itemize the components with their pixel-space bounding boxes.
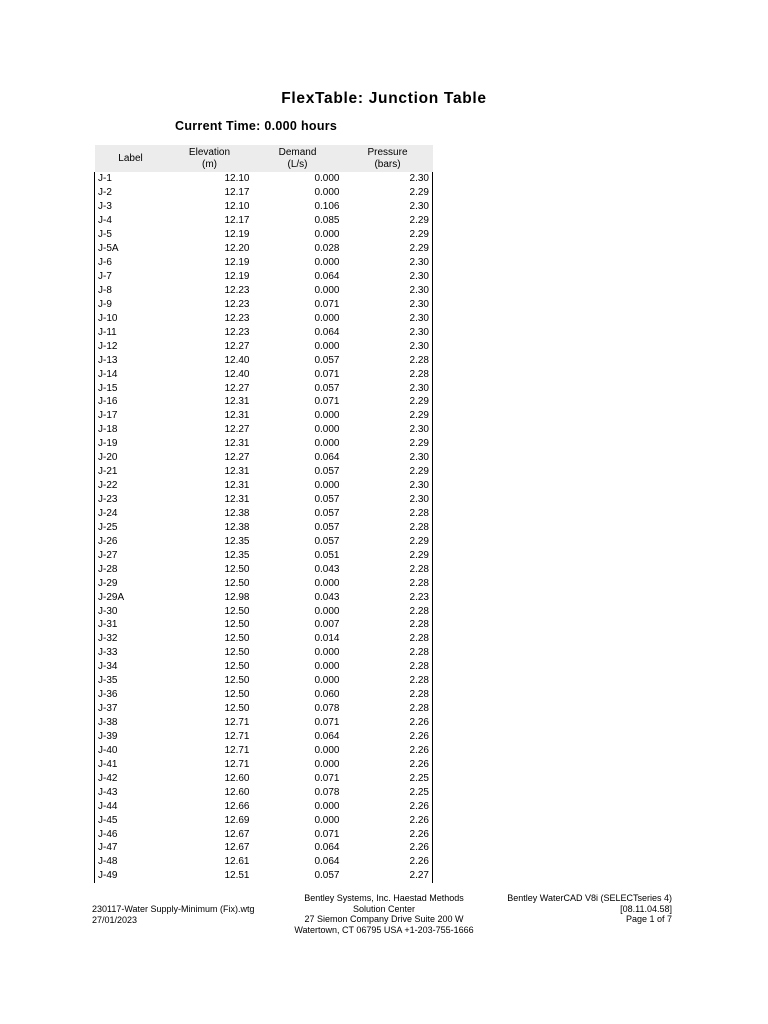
cell-pressure: 2.29 xyxy=(409,396,429,408)
table-row xyxy=(95,409,433,423)
cell-label: J-42 xyxy=(98,772,118,784)
cell-elevation: 12.31 xyxy=(224,438,250,450)
footer-division: Solution Center xyxy=(352,903,416,914)
cell-elevation: 12.40 xyxy=(224,354,250,366)
table-row xyxy=(95,716,433,730)
cell-demand: 0.057 xyxy=(314,466,340,478)
table-row xyxy=(95,799,433,813)
footer-software-info xyxy=(507,893,672,925)
cell-elevation: 12.50 xyxy=(224,619,250,631)
cell-pressure: 2.28 xyxy=(409,689,429,701)
cell-demand: 0.106 xyxy=(314,201,340,213)
cell-demand: 0.000 xyxy=(314,410,340,422)
cell-label: J-11 xyxy=(98,326,117,338)
cell-label: J-32 xyxy=(98,633,118,645)
cell-pressure: 2.28 xyxy=(409,521,429,533)
cell-label: J-3 xyxy=(98,201,112,213)
cell-pressure: 2.30 xyxy=(409,382,429,394)
table-row xyxy=(95,507,433,521)
table-row xyxy=(95,674,433,688)
table-row xyxy=(95,562,433,576)
table-row xyxy=(95,256,433,270)
cell-elevation: 12.38 xyxy=(224,507,250,519)
cell-elevation: 12.50 xyxy=(224,689,250,701)
table-row xyxy=(95,465,433,479)
cell-label: J-28 xyxy=(98,563,118,575)
cell-elevation: 12.17 xyxy=(224,215,250,227)
table-row xyxy=(95,576,433,590)
cell-pressure: 2.28 xyxy=(409,703,429,715)
cell-label: J-19 xyxy=(98,438,118,450)
cell-elevation: 12.71 xyxy=(224,758,250,770)
table-row xyxy=(95,311,433,325)
cell-elevation: 12.50 xyxy=(224,661,250,673)
cell-pressure: 2.23 xyxy=(409,591,429,603)
cell-label: J-31 xyxy=(98,619,118,631)
cell-elevation: 12.50 xyxy=(224,675,250,687)
cell-label: J-1 xyxy=(98,173,112,185)
table-row xyxy=(95,423,433,437)
cell-label: J-25 xyxy=(98,521,118,533)
cell-demand: 0.071 xyxy=(314,772,340,784)
cell-label: J-29A xyxy=(98,591,125,603)
cell-pressure: 2.28 xyxy=(409,633,429,645)
cell-demand: 0.060 xyxy=(314,689,340,701)
cell-demand: 0.057 xyxy=(314,507,340,519)
table-row xyxy=(95,757,433,771)
cell-elevation: 12.35 xyxy=(224,535,250,547)
table-row xyxy=(95,451,433,465)
table-row xyxy=(95,297,433,311)
table-row xyxy=(95,325,433,339)
cell-demand: 0.000 xyxy=(314,173,340,185)
footer-city-phone: Watertown, CT 06795 USA +1-203-755-1666 xyxy=(294,924,474,935)
cell-pressure: 2.28 xyxy=(409,368,429,380)
cell-demand: 0.057 xyxy=(314,870,340,882)
table-row xyxy=(95,618,433,632)
cell-pressure: 2.26 xyxy=(409,730,429,742)
cell-elevation: 12.19 xyxy=(224,229,250,241)
cell-demand: 0.000 xyxy=(314,814,340,826)
table-row xyxy=(95,590,433,604)
cell-demand: 0.057 xyxy=(314,521,340,533)
cell-demand: 0.057 xyxy=(314,354,340,366)
cell-pressure: 2.26 xyxy=(409,800,429,812)
cell-label: J-43 xyxy=(98,786,118,798)
cell-pressure: 2.29 xyxy=(409,410,429,422)
table-row xyxy=(95,186,433,200)
page-title: FlexTable: Junction Table xyxy=(281,90,487,107)
cell-demand: 0.071 xyxy=(314,717,340,729)
cell-pressure: 2.26 xyxy=(409,744,429,756)
cell-demand: 0.071 xyxy=(314,368,340,380)
cell-demand: 0.085 xyxy=(314,215,340,227)
cell-label: J-5 xyxy=(98,229,112,241)
cell-elevation: 12.35 xyxy=(224,549,250,561)
cell-demand: 0.000 xyxy=(314,661,340,673)
cell-pressure: 2.29 xyxy=(409,215,429,227)
cell-demand: 0.064 xyxy=(314,326,340,338)
cell-label: J-17 xyxy=(98,410,118,422)
table-row xyxy=(95,646,433,660)
table-row xyxy=(95,381,433,395)
cell-label: J-9 xyxy=(98,298,112,310)
cell-pressure: 2.30 xyxy=(409,257,429,269)
cell-label: J-49 xyxy=(98,870,118,882)
cell-demand: 0.051 xyxy=(314,549,340,561)
cell-pressure: 2.30 xyxy=(409,298,429,310)
cell-elevation: 12.60 xyxy=(224,772,250,784)
cell-elevation: 12.23 xyxy=(224,312,250,324)
cell-elevation: 12.50 xyxy=(224,605,250,617)
cell-label: J-22 xyxy=(98,480,118,492)
cell-demand: 0.000 xyxy=(314,312,340,324)
cell-pressure: 2.30 xyxy=(409,271,429,283)
cell-pressure: 2.27 xyxy=(409,870,429,882)
cell-elevation: 12.17 xyxy=(224,187,250,199)
cell-elevation: 12.31 xyxy=(224,480,250,492)
cell-pressure: 2.30 xyxy=(409,284,429,296)
table-row xyxy=(95,841,433,855)
table-row xyxy=(95,339,433,353)
cell-label: J-41 xyxy=(98,758,118,770)
cell-elevation: 12.67 xyxy=(224,828,250,840)
table-row xyxy=(95,730,433,744)
cell-demand: 0.007 xyxy=(314,619,340,631)
cell-elevation: 12.23 xyxy=(224,326,250,338)
table-row xyxy=(95,548,433,562)
cell-label: J-27 xyxy=(98,549,118,561)
cell-elevation: 12.27 xyxy=(224,382,250,394)
table-row xyxy=(95,632,433,646)
cell-pressure: 2.29 xyxy=(409,549,429,561)
cell-elevation: 12.10 xyxy=(224,173,250,185)
cell-demand: 0.000 xyxy=(314,340,340,352)
cell-label: J-36 xyxy=(98,689,118,701)
cell-pressure: 2.26 xyxy=(409,717,429,729)
cell-demand: 0.000 xyxy=(314,744,340,756)
table-row xyxy=(95,743,433,757)
cell-label: J-21 xyxy=(98,466,118,478)
cell-pressure: 2.28 xyxy=(409,605,429,617)
cell-demand: 0.043 xyxy=(314,591,340,603)
cell-pressure: 2.29 xyxy=(409,187,429,199)
cell-elevation: 12.50 xyxy=(224,633,250,645)
table-row xyxy=(95,869,433,883)
cell-demand: 0.064 xyxy=(314,730,340,742)
footer-date: 27/01/2023 xyxy=(92,914,138,925)
cell-demand: 0.064 xyxy=(314,452,340,464)
cell-label: J-40 xyxy=(98,744,118,756)
cell-demand: 0.064 xyxy=(314,271,340,283)
cell-pressure: 2.28 xyxy=(409,354,429,366)
cell-demand: 0.057 xyxy=(314,494,340,506)
cell-demand: 0.043 xyxy=(314,563,340,575)
footer-page-number: Page 1 of 7 xyxy=(625,914,672,924)
cell-elevation: 12.19 xyxy=(224,257,250,269)
column-header-label xyxy=(95,145,167,172)
cell-elevation: 12.71 xyxy=(224,717,250,729)
cell-label: J-26 xyxy=(98,535,118,547)
cell-pressure: 2.29 xyxy=(409,243,429,255)
cell-elevation: 12.31 xyxy=(224,494,250,506)
cell-elevation: 12.66 xyxy=(224,800,250,812)
cell-elevation: 12.10 xyxy=(224,201,250,213)
cell-elevation: 12.27 xyxy=(224,340,250,352)
junction-table xyxy=(94,145,433,883)
cell-pressure: 2.25 xyxy=(409,786,429,798)
table-row xyxy=(95,771,433,785)
cell-pressure: 2.29 xyxy=(409,466,429,478)
cell-elevation: 12.50 xyxy=(224,703,250,715)
cell-label: J-44 xyxy=(98,800,118,812)
table-row xyxy=(95,437,433,451)
cell-elevation: 12.19 xyxy=(224,271,250,283)
cell-elevation: 12.38 xyxy=(224,521,250,533)
cell-pressure: 2.30 xyxy=(409,494,429,506)
cell-label: J-13 xyxy=(98,354,118,366)
cell-elevation: 12.27 xyxy=(224,452,250,464)
cell-pressure: 2.26 xyxy=(409,842,429,854)
cell-label: J-48 xyxy=(98,856,118,868)
cell-elevation: 12.71 xyxy=(224,730,250,742)
column-header-demand-unit: (L/s) xyxy=(287,158,308,170)
cell-pressure: 2.29 xyxy=(409,229,429,241)
cell-pressure: 2.30 xyxy=(409,173,429,185)
cell-elevation: 12.50 xyxy=(224,577,250,589)
cell-demand: 0.014 xyxy=(314,633,340,645)
cell-pressure: 2.30 xyxy=(409,201,429,213)
cell-demand: 0.000 xyxy=(314,605,340,617)
cell-elevation: 12.23 xyxy=(224,284,250,296)
column-header-label-name: Label xyxy=(118,152,143,164)
cell-pressure: 2.28 xyxy=(409,577,429,589)
table-row xyxy=(95,785,433,799)
column-header-pressure xyxy=(343,145,433,172)
table-row xyxy=(95,214,433,228)
cell-elevation: 12.31 xyxy=(224,410,250,422)
column-header-elevation xyxy=(167,145,253,172)
table-row xyxy=(95,688,433,702)
cell-demand: 0.000 xyxy=(314,647,340,659)
cell-pressure: 2.30 xyxy=(409,480,429,492)
cell-label: J-15 xyxy=(98,382,118,394)
cell-label: J-12 xyxy=(98,340,118,352)
cell-label: J-23 xyxy=(98,494,118,506)
cell-pressure: 2.26 xyxy=(409,814,429,826)
cell-demand: 0.000 xyxy=(314,758,340,770)
cell-pressure: 2.29 xyxy=(409,438,429,450)
cell-pressure: 2.28 xyxy=(409,507,429,519)
cell-label: J-30 xyxy=(98,605,118,617)
cell-label: J-29 xyxy=(98,577,118,589)
cell-demand: 0.064 xyxy=(314,856,340,868)
cell-pressure: 2.28 xyxy=(409,563,429,575)
current-time-label: Current Time: 0.000 hours xyxy=(175,119,338,133)
footer-company: Bentley Systems, Inc. Haestad Methods xyxy=(304,893,464,903)
table-row xyxy=(95,228,433,242)
cell-elevation: 12.50 xyxy=(224,647,250,659)
cell-elevation: 12.71 xyxy=(224,744,250,756)
cell-label: J-37 xyxy=(98,703,118,715)
table-row xyxy=(95,702,433,716)
cell-demand: 0.071 xyxy=(314,828,340,840)
cell-pressure: 2.30 xyxy=(409,452,429,464)
cell-pressure: 2.26 xyxy=(409,856,429,868)
cell-demand: 0.071 xyxy=(314,396,340,408)
cell-label: J-16 xyxy=(98,396,118,408)
cell-elevation: 12.61 xyxy=(224,856,250,868)
cell-label: J-5A xyxy=(98,243,119,255)
column-header-pressure-unit: (bars) xyxy=(374,158,401,170)
cell-label: J-20 xyxy=(98,452,118,464)
cell-elevation: 12.40 xyxy=(224,368,250,380)
cell-demand: 0.057 xyxy=(314,535,340,547)
cell-pressure: 2.30 xyxy=(409,424,429,436)
cell-elevation: 12.31 xyxy=(224,396,250,408)
table-row xyxy=(95,534,433,548)
column-header-pressure-name: Pressure xyxy=(367,146,408,158)
table-row xyxy=(95,200,433,214)
table-row xyxy=(95,284,433,298)
cell-label: J-45 xyxy=(98,814,118,826)
table-row xyxy=(95,493,433,507)
column-header-demand-name: Demand xyxy=(278,146,317,158)
cell-elevation: 12.98 xyxy=(224,591,250,603)
cell-label: J-14 xyxy=(98,368,118,380)
cell-demand: 0.000 xyxy=(314,675,340,687)
cell-pressure: 2.28 xyxy=(409,675,429,687)
table-row xyxy=(95,827,433,841)
cell-demand: 0.078 xyxy=(314,786,340,798)
table-row xyxy=(95,242,433,256)
cell-demand: 0.078 xyxy=(314,703,340,715)
cell-label: J-8 xyxy=(98,284,112,296)
cell-demand: 0.000 xyxy=(314,577,340,589)
cell-demand: 0.028 xyxy=(314,243,340,255)
cell-pressure: 2.30 xyxy=(409,326,429,338)
cell-label: J-4 xyxy=(98,215,112,227)
cell-demand: 0.000 xyxy=(314,284,340,296)
cell-elevation: 12.27 xyxy=(224,424,250,436)
table-row xyxy=(95,270,433,284)
table-row xyxy=(95,172,433,186)
footer-version: [08.11.04.58] xyxy=(620,903,672,914)
cell-demand: 0.000 xyxy=(314,800,340,812)
footer-address: 27 Siemon Company Drive Suite 200 W xyxy=(304,914,464,924)
cell-label: J-24 xyxy=(98,507,118,519)
cell-label: J-7 xyxy=(98,271,112,283)
junction-table-container xyxy=(94,145,432,883)
cell-demand: 0.000 xyxy=(314,229,340,241)
cell-label: J-34 xyxy=(98,661,118,673)
cell-label: J-39 xyxy=(98,730,118,742)
cell-elevation: 12.31 xyxy=(224,466,250,478)
cell-pressure: 2.28 xyxy=(409,647,429,659)
table-header xyxy=(95,145,433,172)
table-row xyxy=(95,479,433,493)
cell-label: J-6 xyxy=(98,257,112,269)
cell-demand: 0.000 xyxy=(314,438,340,450)
cell-pressure: 2.26 xyxy=(409,758,429,770)
table-row xyxy=(95,660,433,674)
cell-demand: 0.000 xyxy=(314,187,340,199)
cell-label: J-46 xyxy=(98,828,118,840)
cell-label: J-35 xyxy=(98,675,118,687)
cell-demand: 0.000 xyxy=(314,257,340,269)
cell-label: J-38 xyxy=(98,717,118,729)
cell-label: J-2 xyxy=(98,187,112,199)
cell-demand: 0.071 xyxy=(314,298,340,310)
cell-pressure: 2.30 xyxy=(409,340,429,352)
table-row xyxy=(95,395,433,409)
footer-software: Bentley WaterCAD V8i (SELECTseries 4) xyxy=(507,893,672,903)
cell-pressure: 2.28 xyxy=(409,661,429,673)
cell-elevation: 12.50 xyxy=(224,563,250,575)
cell-pressure: 2.30 xyxy=(409,312,429,324)
cell-elevation: 12.60 xyxy=(224,786,250,798)
cell-elevation: 12.20 xyxy=(224,243,250,255)
cell-pressure: 2.28 xyxy=(409,619,429,631)
cell-elevation: 12.51 xyxy=(224,870,250,882)
cell-label: J-47 xyxy=(98,842,118,854)
table-row xyxy=(95,813,433,827)
footer-filename: 230117-Water Supply-Minimum (Fix).wtg xyxy=(92,904,255,914)
column-header-demand xyxy=(253,145,343,172)
table-row xyxy=(95,353,433,367)
table-body xyxy=(95,172,433,883)
cell-label: J-33 xyxy=(98,647,118,659)
column-header-elevation-name: Elevation xyxy=(188,146,231,158)
cell-pressure: 2.26 xyxy=(409,828,429,840)
cell-demand: 0.064 xyxy=(314,842,340,854)
column-header-elevation-unit: (m) xyxy=(202,158,217,170)
footer-file-info xyxy=(92,904,255,925)
table-row xyxy=(95,855,433,869)
cell-label: J-10 xyxy=(98,312,118,324)
cell-label: J-18 xyxy=(98,424,118,436)
footer-company-info xyxy=(284,893,484,935)
cell-elevation: 12.23 xyxy=(224,298,250,310)
cell-demand: 0.000 xyxy=(314,480,340,492)
table-row xyxy=(95,520,433,534)
cell-demand: 0.057 xyxy=(314,382,340,394)
cell-elevation: 12.69 xyxy=(224,814,250,826)
table-row xyxy=(95,604,433,618)
table-row xyxy=(95,367,433,381)
cell-pressure: 2.29 xyxy=(409,535,429,547)
cell-elevation: 12.67 xyxy=(224,842,250,854)
cell-demand: 0.000 xyxy=(314,424,340,436)
cell-pressure: 2.25 xyxy=(409,772,429,784)
